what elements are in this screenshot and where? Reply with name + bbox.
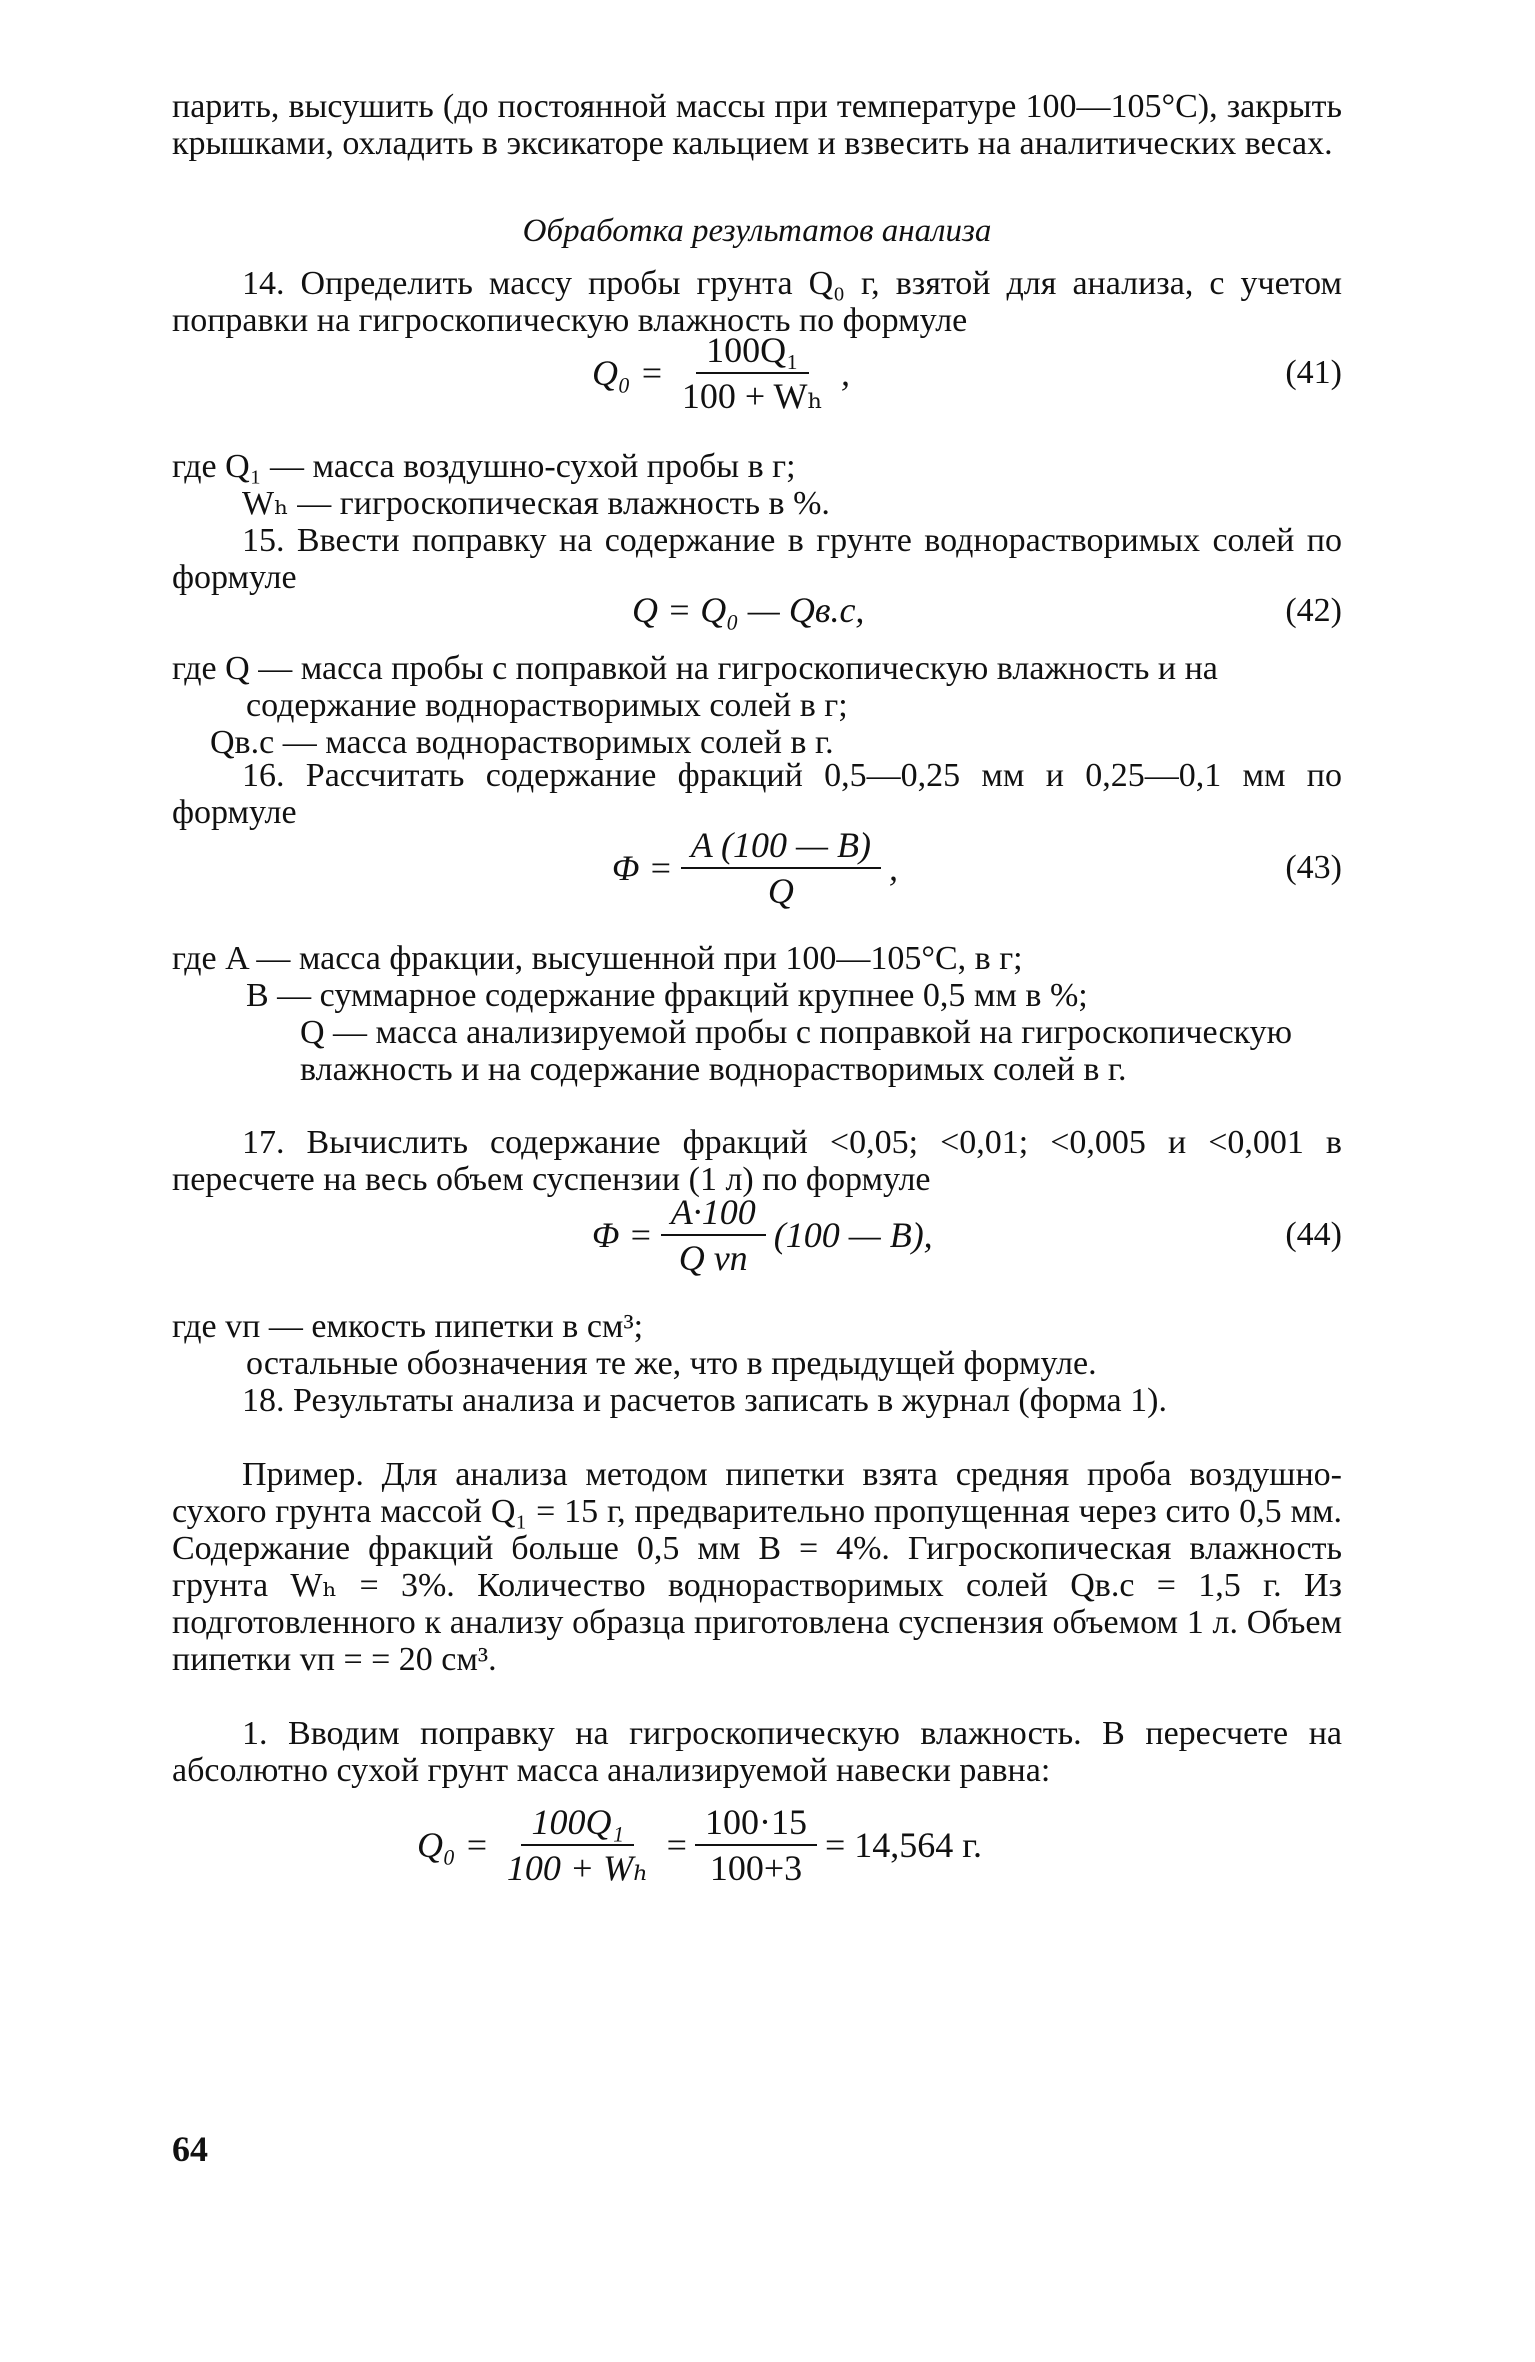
- formula-43-tail: ,: [889, 848, 899, 888]
- formula-calc-result: = 14,564 г.: [824, 1825, 982, 1865]
- formula-43-label: (43): [1285, 849, 1342, 886]
- example-paragraph: Пример. Для анализа методом пипетки взята средняя проба воздушно-сухого грунта массой Q₁ = 15 г, предварительно пропущенная через сито 0,5 мм. Содержание фракций больше 0,5 мм B = 4%. Гигроскопическая влажность грунта Wₕ = 3%. Количество воднорастворимых солей Qв.с = 1,5 г. Из подготовленного к анализу образца приготовлена суспензия объемом 1 л. Объем пипетки vп = = 20 см³.: [172, 1456, 1342, 1678]
- formula-calc-equals: =: [666, 1825, 687, 1865]
- where-41: [172, 448, 1342, 522]
- formula-44-numerator: A·100: [661, 1190, 766, 1236]
- formula-calc-fraction-1: [497, 1800, 659, 1890]
- where-43-line-1: где A — масса фракции, высушенной при 100—105°С, в г;: [172, 940, 1023, 977]
- formula-44: [172, 1180, 1342, 1290]
- formula-calc-num-2: 100·15: [695, 1800, 817, 1846]
- where-42: [172, 650, 1342, 761]
- where-43-line-2: B — суммарное содержание фракций крупнее 0,5 мм в %;: [246, 977, 1088, 1014]
- formula-41-label: (41): [1285, 354, 1342, 391]
- formula-41-numerator: 100Q₁: [696, 328, 809, 374]
- where-44-line-2: остальные обозначения те же, что в предыдущей формуле.: [246, 1345, 1097, 1382]
- formula-43-lhs: Φ =: [612, 848, 673, 888]
- formula-calc-lhs: Q₀ =: [417, 1825, 489, 1865]
- formula-44-denominator: Q vп: [678, 1238, 748, 1278]
- formula-calc-num-1: 100Q₁: [521, 1800, 634, 1846]
- formula-42: [172, 560, 1342, 660]
- formula-41-denominator: 100 + Wₕ: [681, 376, 824, 416]
- formula-41: [172, 318, 1342, 428]
- formula-43: [172, 813, 1342, 923]
- where-43: [172, 940, 1342, 1088]
- where-42-line-2: Qв.с — масса воднорастворимых солей в г.: [210, 724, 834, 761]
- formula-calc: [172, 1790, 1342, 1900]
- formula-44-label: (44): [1285, 1216, 1342, 1253]
- formula-41-tail: ,: [841, 353, 851, 393]
- calc-step-1: 1. Вводим поправку на гигроскопическую влажность. В пересчете на абсолютно сухой грунт масса анализируемой навески равна:: [172, 1715, 1342, 1789]
- formula-43-fraction: [681, 823, 881, 913]
- formula-44-tail: (100 — B),: [773, 1215, 933, 1255]
- where-43-line-3: Q — масса анализируемой пробы с поправкой на гигроскопическую влажность и на содержание воднорастворимых солей в г.: [300, 1014, 1292, 1088]
- step-16: 16. Рассчитать содержание фракций 0,5—0,25 мм и 0,25—0,1 мм по формуле: [172, 757, 1342, 831]
- step-15: 15. Ввести поправку на содержание в грунте воднорастворимых солей по формуле: [172, 522, 1342, 596]
- step-18: 18. Результаты анализа и расчетов записать в журнал (форма 1).: [242, 1382, 1167, 1419]
- formula-43-denominator: Q: [767, 871, 794, 911]
- section-title: Обработка результатов анализа: [522, 213, 992, 249]
- formula-calc-fraction-2: [695, 1800, 817, 1890]
- where-44-line-1: где vп — емкость пипетки в см³;: [172, 1308, 644, 1345]
- formula-42-expr: Q = Q₀ — Qв.с,: [632, 590, 865, 630]
- formula-43-numerator: A (100 — B): [681, 823, 881, 869]
- formula-42-label: (42): [1285, 592, 1342, 629]
- where-41-line-2: Wₕ — гигроскопическая влажность в %.: [242, 485, 830, 522]
- formula-44-lhs: Φ =: [592, 1215, 653, 1255]
- formula-41-lhs: Q₀ =: [592, 353, 664, 393]
- step-14: 14. Определить массу пробы грунта Q₀ г, взятой для анализа, с учетом поправки на гигроскопическую влажность по формуле: [172, 265, 1342, 339]
- formula-44-fraction: [661, 1190, 766, 1280]
- formula-41-fraction: [672, 328, 833, 418]
- page-number: 64: [172, 2129, 208, 2169]
- intro-paragraph: парить, высушить (до постоянной массы при температуре 100—105°С), закрыть крышками, охладить в эксикаторе кальцием и взвесить на аналитических весах.: [172, 88, 1342, 162]
- formula-calc-den-1: 100 + Wₕ: [506, 1848, 649, 1888]
- where-41-line-1: где Q₁ — масса воздушно-сухой пробы в г;: [172, 448, 796, 485]
- step-17: 17. Вычислить содержание фракций <0,05; <0,01; <0,005 и <0,001 в пересчете на весь объем суспензии (1 л) по формуле: [172, 1124, 1342, 1198]
- formula-calc-den-2: 100+3: [709, 1848, 803, 1888]
- where-42-line-1: где Q — масса пробы с поправкой на гигроскопическую влажность и на содержание воднорастворимых солей в г;: [172, 650, 1218, 724]
- where-44: [172, 1308, 1342, 1382]
